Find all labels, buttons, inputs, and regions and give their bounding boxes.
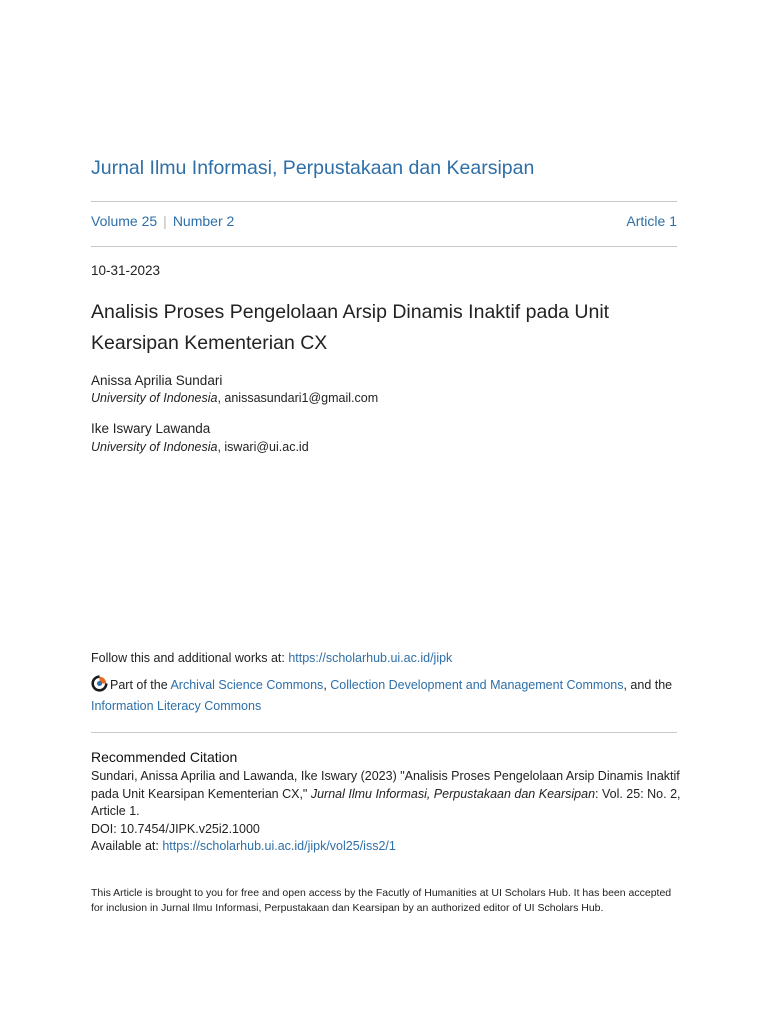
- recommended-citation: [91, 768, 681, 856]
- author-affiliation: [91, 391, 378, 405]
- commons-comma: ,: [323, 678, 331, 692]
- and-the-text: , and the: [623, 678, 673, 692]
- affiliation-name: University of Indonesia: [91, 391, 218, 405]
- archival-science-commons-link[interactable]: Archival Science Commons: [170, 678, 324, 692]
- top-divider: [91, 201, 677, 202]
- part-of-commons: [91, 675, 681, 717]
- publication-date: 10-31-2023: [91, 263, 161, 278]
- citation-volume: : Vol. 25: No. 2, Article 1.: [91, 786, 681, 818]
- affiliation-name: University of Indonesia: [91, 440, 218, 454]
- available-at-link[interactable]: https://scholarhub.ui.ac.id/jipk/vol25/iss2/1: [162, 839, 396, 853]
- issue-separator: |: [163, 213, 167, 229]
- journal-title-link[interactable]: Jurnal Ilmu Informasi, Perpustakaan dan Kearsipan: [91, 157, 535, 179]
- citation-journal: Jurnal Ilmu Informasi, Perpustakaan dan Kearsipan: [310, 786, 596, 801]
- article-title: Analisis Proses Pengelolaan Arsip Dinamis Inaktif pada Unit Kearsipan Kementerian CX: [91, 301, 610, 354]
- number-link[interactable]: Number 2: [172, 213, 235, 229]
- follow-url-link[interactable]: https://scholarhub.ui.ac.id/jipk: [288, 651, 453, 665]
- author-email: , iswari@ui.ac.id: [217, 440, 309, 454]
- recommended-citation-heading: Recommended Citation: [91, 749, 238, 765]
- citation-doi: DOI: 10.7454/JIPK.v25i2.1000: [91, 821, 260, 836]
- part-of-prefix: Part of the: [110, 678, 171, 692]
- open-access-note: This Article is brought to you for free and open access by the Facutly of Humanities at UI Scholars Hub. It has been accepted for inclusion in Jurnal Ilmu Informasi, Perpustakaan dan Kearsipan by an authorized editor of UI Scholars Hub.: [91, 887, 672, 914]
- author-email: , anissasundari1@gmail.com: [217, 391, 379, 405]
- follow-text: Follow this and additional works at:: [91, 651, 289, 665]
- volume-link[interactable]: Volume 25: [91, 213, 158, 229]
- digital-commons-network-icon: [91, 675, 108, 692]
- author-name: Anissa Aprilia Sundari: [91, 373, 223, 388]
- available-at-label: Available at:: [91, 839, 163, 853]
- citation-divider: [91, 732, 677, 733]
- issue-bar: [91, 213, 677, 229]
- follow-line: [91, 651, 452, 665]
- issue-divider: [91, 246, 677, 247]
- article-link[interactable]: Article 1: [626, 213, 677, 229]
- citation-text: Sundari, Anissa Aprilia and Lawanda, Ike Iswary (2023) "Analisis Proses Pengelolaan Arsip Dinamis Inaktif pada Unit Kearsipan Kementerian CX,": [91, 769, 680, 801]
- information-literacy-commons-link[interactable]: Information Literacy Commons: [91, 699, 262, 713]
- author-affiliation: [91, 440, 309, 454]
- author-name: Ike Iswary Lawanda: [91, 421, 211, 436]
- collection-development-commons-link[interactable]: Collection Development and Management Commons: [330, 678, 624, 692]
